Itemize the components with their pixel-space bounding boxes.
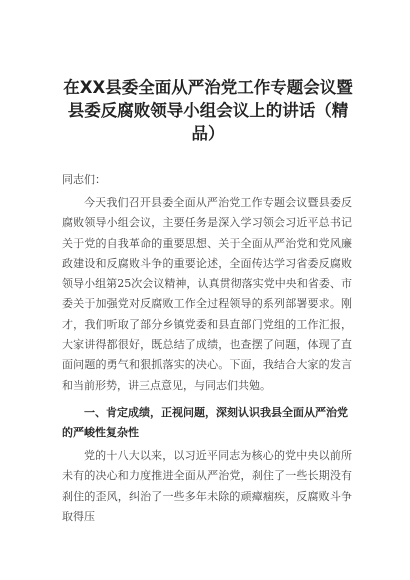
- section-heading: 一、肯定成绩，正视问题，深刻认识我县全面从严治党的严峻性复杂性: [62, 406, 348, 440]
- document-title: 在XX县委全面从严治党工作专题会议暨县委反腐败领导小组会议上的讲话（精品）: [63, 78, 353, 143]
- body-paragraph: 今天我们召开县委全面从严治党工作专题会议暨县委反腐败领导小组会议，主要任务是深入学习领会习近平总书记关于党的自我革命的重要思想、关于全面从严治党和党风廉政建设和反腐败斗争的重要论述，全面传达学习省委反腐败领导小组第25次会议精神，认真贯彻落实党中央和省委、市委关于加强党对反腐败工作全过程领导的系列部署要求。刚才，我们听取了部分乡镇党委和县直部门党组的工作汇报，大家讲得都很好，既总结了成绩，也查摆了问题，体现了直面问题的勇气和狠抓落实的决心。下面，我结合大家的发言和当前形势，讲三点意见，与同志们共勉。: [62, 196, 352, 392]
- salutation: 同志们：: [62, 173, 106, 186]
- body-paragraph: 党的十八大以来，以习近平同志为核心的党中央以前所未有的决心和力度推进全面从严治党，刹住了一些长期没有刹住的歪风，纠治了一些多年未除的顽瘴痼疾，反腐败斗争取得压: [62, 449, 352, 523]
